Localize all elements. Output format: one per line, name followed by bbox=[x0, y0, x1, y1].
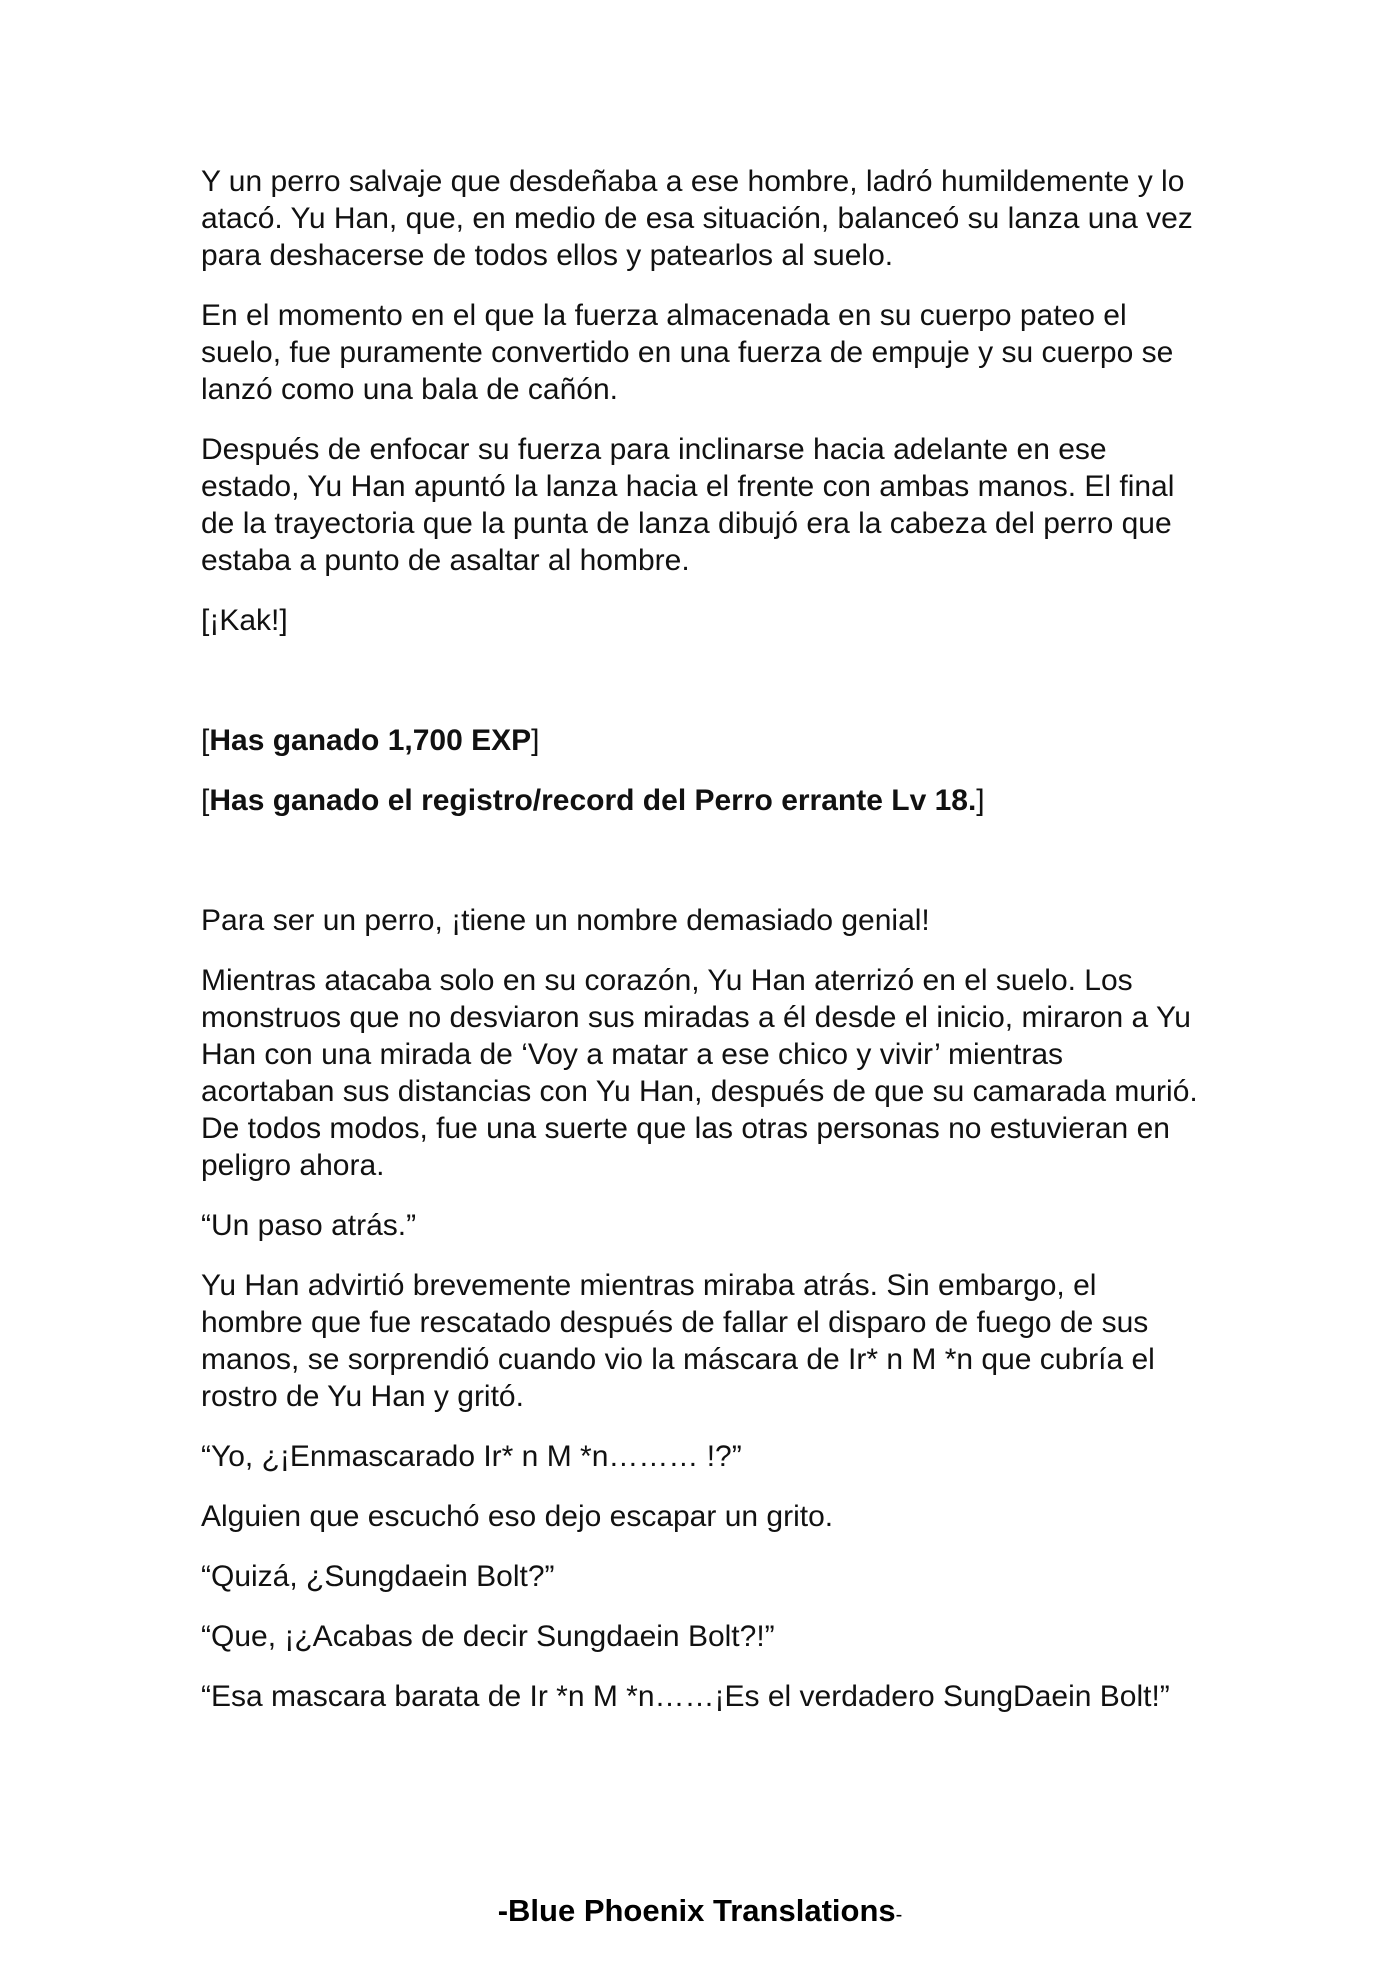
bracket-close: ] bbox=[976, 784, 985, 817]
spacer bbox=[201, 842, 1201, 902]
spacer bbox=[201, 662, 1201, 722]
system-message-record bbox=[201, 782, 1201, 819]
system-message-record-text: Has ganado el registro/record del Perro errante Lv 18. bbox=[209, 784, 977, 817]
system-message-exp-text: Has ganado 1,700 EXP bbox=[209, 724, 532, 757]
dialogue-step-back: “Un paso atrás.” bbox=[201, 1209, 417, 1242]
paragraph-spear-thrust: Después de enfocar su fuerza para inclinarse hacia adelante en ese estado, Yu Han apuntó la lanza hacia el frente con ambas manos. El final de la trayectoria que la punta de lanza dibujó era la cabeza del perro que estaba a punto de asaltar al hombre. bbox=[201, 433, 1175, 577]
paragraph-dog-name: Para ser un perro, ¡tiene un nombre demasiado genial! bbox=[201, 904, 930, 937]
dialogue-did-you-say: “Que, ¡¿Acabas de decir Sungdaein Bolt?!” bbox=[201, 1620, 775, 1653]
translator-credit-text: -Blue Phoenix Translations bbox=[497, 1893, 896, 1928]
bracket-close: ] bbox=[531, 724, 540, 757]
translator-credit-trail: - bbox=[895, 1904, 903, 1926]
bracket-open: [ bbox=[201, 724, 210, 757]
paragraph-dog-attack: Y un perro salvaje que desdeñaba a ese hombre, ladró humildemente y lo atacó. Yu Han, que, en medio de esa situación, balanceó su lanza una vez para deshacerse de todos ellos y patearlos al suelo. bbox=[201, 165, 1193, 272]
translator-credit bbox=[0, 1893, 1400, 1929]
document-body bbox=[201, 163, 1201, 1738]
bracket-open: [ bbox=[201, 784, 210, 817]
paragraph-warning: Yu Han advirtió brevemente mientras miraba atrás. Sin embargo, el hombre que fue rescatado después de fallar el disparo de fuego de sus manos, se sorprendió cuando vio la máscara de Ir* n M *n que cubría el rostro de Yu Han y gritó. bbox=[201, 1269, 1155, 1413]
dialogue-masked: “Yo, ¿¡Enmascarado Ir* n M *n……… !?” bbox=[201, 1440, 742, 1473]
dialogue-maybe: “Quizá, ¿Sungdaein Bolt?” bbox=[201, 1560, 555, 1593]
paragraph-launch: En el momento en el que la fuerza almacenada en su cuerpo pateo el suelo, fue puramente convertido en una fuerza de empuje y su cuerpo se lanzó como una bala de cañón. bbox=[201, 299, 1174, 406]
system-message-exp bbox=[201, 722, 1201, 759]
dialogue-real-bolt: “Esa mascara barata de Ir *n M *n……¡Es el verdadero SungDaein Bolt!” bbox=[201, 1680, 1170, 1713]
paragraph-sound-effect: [¡Kak!] bbox=[201, 604, 288, 637]
paragraph-landing: Mientras atacaba solo en su corazón, Yu Han aterrizó en el suelo. Los monstruos que no desviaron sus miradas a él desde el inicio, miraron a Yu Han con una mirada de ‘Voy a matar a ese chico y vivir’ mientras acortaban sus distancias con Yu Han, después de que su camarada murió. De todos modos, fue una suerte que las otras personas no estuvieran en peligro ahora. bbox=[201, 964, 1198, 1182]
paragraph-scream: Alguien que escuchó eso dejo escapar un grito. bbox=[201, 1500, 834, 1533]
